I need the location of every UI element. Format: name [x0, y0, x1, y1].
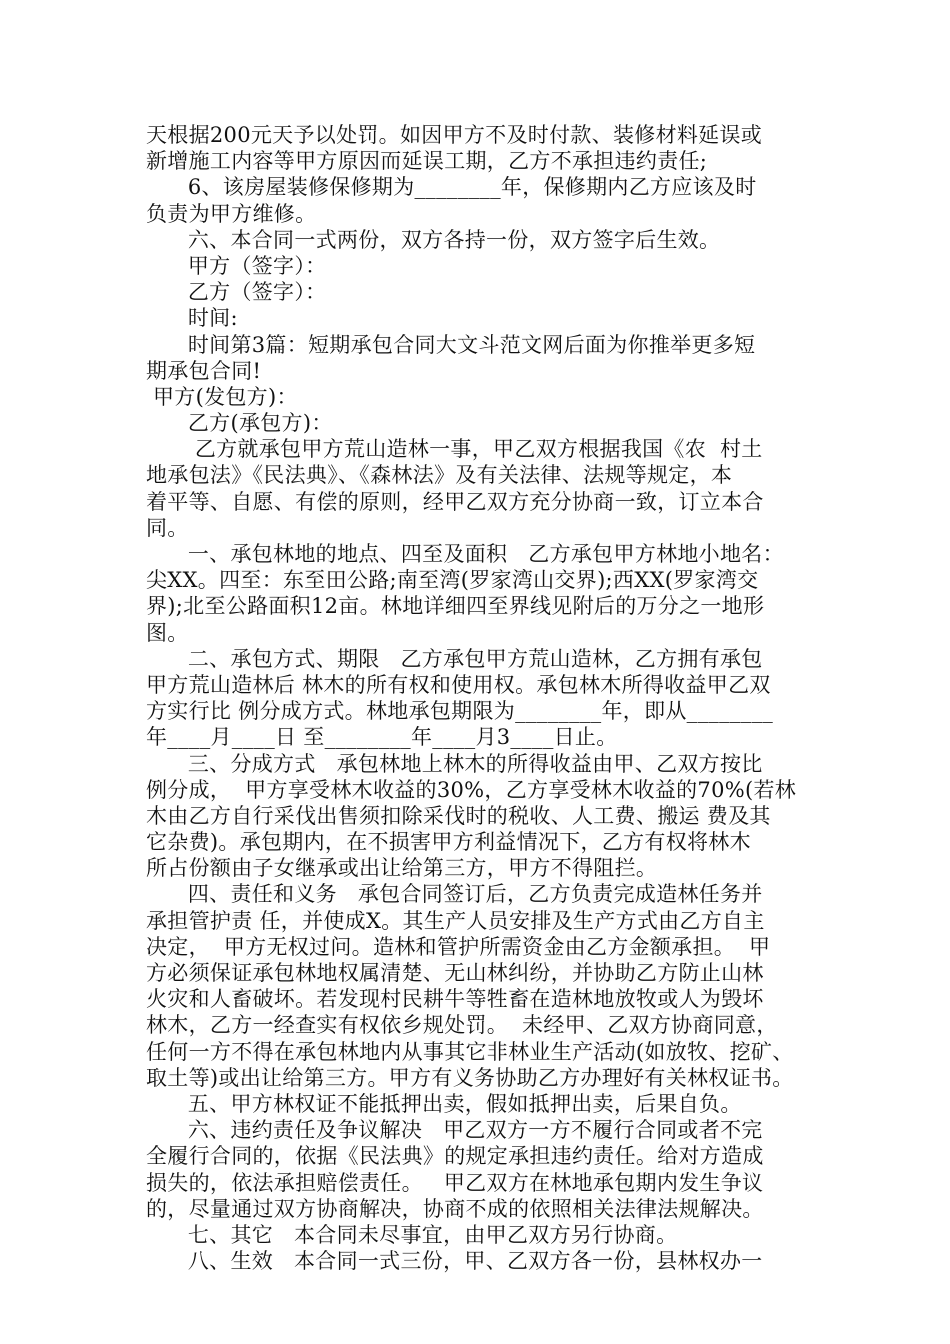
text-line: 的，尽量通过双方协商解决，协商不成的依照相关法律法规解决。 [146, 1196, 764, 1221]
text-line: 甲方（签字）： [146, 253, 327, 278]
text-line: 图。 [146, 620, 189, 645]
text-line: 尖XX。四至：东至田公路;南至湾(罗家湾山交界);西XX(罗家湾交 [146, 568, 759, 593]
text-line: 地承包法》《民法典》、《森林法》及有关法律、法规等规定，本 [146, 463, 733, 488]
text-line: 新增施工内容等甲方原因而延误工期，乙方不承担违约责任; [146, 149, 708, 174]
text-line: 四、责任和义务 承包合同签订后，乙方负责完成造林任务并 [146, 882, 763, 907]
text-line: 六、本合同一式两份，双方各持一份，双方签字后生效。 [146, 227, 721, 252]
text-line: 期承包合同! [146, 358, 262, 383]
text-line: 方必须保证承包林地权属清楚、无山林纠纷，并协助乙方防止山林 [146, 961, 764, 985]
text-line: 甲方荒山造林后 林木的所有权和使用权。承包林木所得收益甲乙双 [146, 672, 771, 697]
text-line: 天根据200元天予以处罚。如因甲方不及时付款、装修材料延误或 [146, 123, 763, 147]
text-line: 界);北至公路面积12亩。林地详细四至界线见附后的万分之一地形 [146, 594, 765, 619]
text-line: 时间第3篇：短期承包合同大文斗范文网后面为你推举更多短 [146, 332, 756, 357]
text-line: 七、其它 本合同未尽事宜，由甲乙双方另行协商。 [146, 1222, 678, 1247]
text-line: 八、生效 本合同一式三份，甲、乙双方各一份，县林权办一 [146, 1249, 763, 1274]
text-line: 6、该房屋装修保修期为________年，保修期内乙方应该及时 [146, 175, 757, 200]
text-line: 火灾和人畜破坏。若发现村民耕牛等牲畜在造林地放牧或人为毁坏 [146, 987, 764, 1012]
text-line: 它杂费)。承包期内，在不损害甲方利益情况下，乙方有权将林木 [146, 830, 751, 855]
text-line: 三、分成方式 承包林地上林木的所得收益由甲、乙双方按比 [146, 751, 763, 776]
text-line: 任何一方不得在承包林地内从事其它非林业生产活动(如放牧、挖矿、 [146, 1039, 794, 1064]
text-line: 乙方(承包方)： [146, 411, 333, 436]
text-line: 取土等)或出让给第三方。甲方有义务协助乙方办理好有关林权证书。 [146, 1065, 794, 1090]
text-line: 乙方（签字）： [146, 280, 327, 305]
text-line: 同。 [146, 515, 189, 540]
text-line: 所占份额由子女继承或出让给第三方，甲方不得阻拦。 [146, 856, 658, 881]
text-line: 例分成， 甲方享受林木收益的30%，乙方享受林木收益的70%(若林 [146, 777, 797, 802]
text-line: 二、承包方式、期限 乙方承包甲方荒山造林，乙方拥有承包 [146, 646, 763, 671]
text-line: 承担管护责 任，并使成X。其生产人员安排及生产方式由乙方自主 [146, 908, 765, 933]
text-line: 着平等、自愿、有偿的原则，经甲乙双方充分协商一致，订立本合 [146, 489, 764, 514]
text-line: 甲方(发包方)： [146, 384, 298, 409]
text-line: 六、违约责任及争议解决 甲乙双方一方不履行合同或者不完 [146, 1118, 763, 1143]
text-line: 时间: [146, 306, 238, 331]
text-line: 年____月____日 至________年____月3____日止。 [146, 725, 618, 750]
text-line: 决定， 甲方无权过问。造林和管护所需资金由乙方金额承担。 甲 [146, 934, 771, 959]
text-line: 全履行合同的，依据《民法典》的规定承担违约责任。给对方造成 [146, 1144, 764, 1169]
text-line: 木由乙方自行采伐出售须扣除采伐时的税收、人工费、搬运 费及其 [146, 803, 771, 828]
text-line: 一、承包林地的地点、四至及面积 乙方承包甲方林地小地名： [146, 542, 784, 566]
text-line: 林木，乙方一经查实有权依乡规处罚。 未经甲、乙双方协商同意， [146, 1013, 778, 1038]
text-line: 负责为甲方维修。 [146, 201, 317, 226]
text-line: 损失的，依法承担赔偿责任。 甲乙双方在林地承包期内发生争议 [146, 1170, 764, 1195]
document-body [146, 122, 826, 1274]
text-line: 五、甲方林权证不能抵押出卖，假如抵押出卖，后果自负。 [146, 1091, 742, 1116]
text-line: 方实行比 例分成方式。林地承包期限为________年，即从________ [146, 699, 774, 724]
text-line: 乙方就承包甲方荒山造林一事，甲乙双方根据我国《农 村土 [146, 437, 763, 462]
